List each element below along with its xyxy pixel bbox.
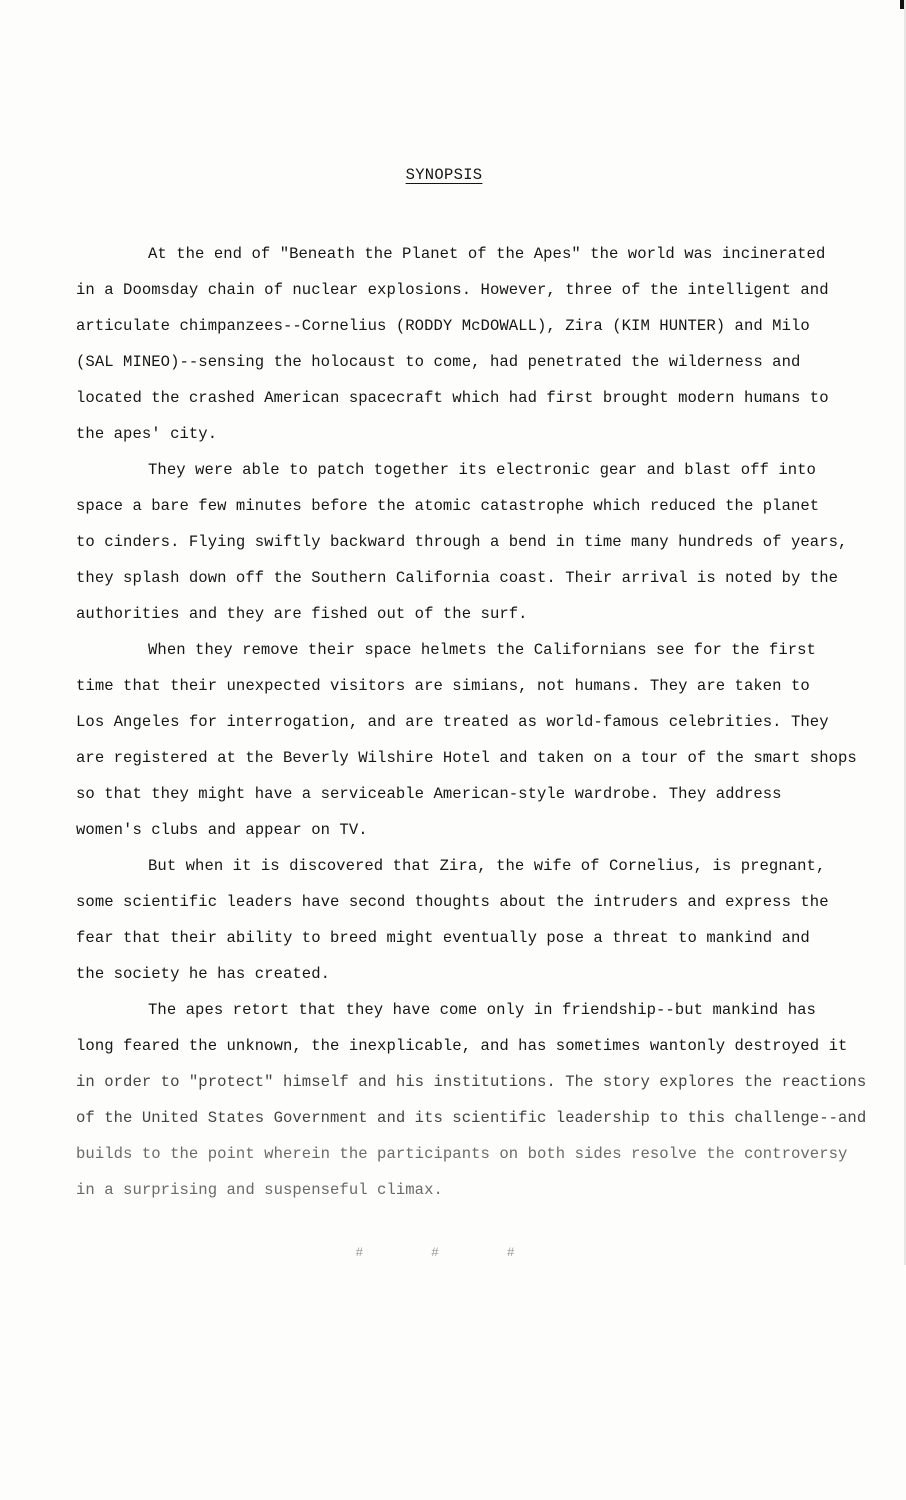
paragraph-5-line-5: builds to the point wherein the participants on both sides resolve the controversy: [76, 1145, 848, 1163]
paragraph-5-line-3: in order to "protect" himself and his institutions. The story explores the reactions: [76, 1073, 867, 1091]
paragraph-1-line-2: in a Doomsday chain of nuclear explosions. However, three of the intelligent and: [76, 281, 829, 299]
paragraph-3-line-3: Los Angeles for interrogation, and are treated as world-famous celebrities. They: [76, 713, 829, 731]
paragraph-2-line-5: authorities and they are fished out of the surf.: [76, 605, 528, 623]
paragraph-5-line-6: in a surprising and suspenseful climax.: [76, 1181, 443, 1199]
paragraph-5-line-4: of the United States Government and its scientific leadership to this challenge--and: [76, 1109, 867, 1127]
paragraph-1-line-1: At the end of "Beneath the Planet of the Apes" the world was incinerated: [148, 245, 826, 263]
paragraph-1-line-5: located the crashed American spacecraft which had first brought modern humans to: [76, 389, 829, 407]
paragraph-4-line-3: fear that their ability to breed might eventually pose a threat to mankind and: [76, 929, 810, 947]
paragraph-1-line-4: (SAL MINEO)--sensing the holocaust to come, had penetrated the wilderness and: [76, 353, 801, 371]
paragraph-1-line-3: articulate chimpanzees--Cornelius (RODDY McDOWALL), Zira (KIM HUNTER) and Milo: [76, 317, 810, 335]
title-text: SYNOPSIS: [405, 166, 483, 184]
paragraph-2-line-1: They were able to patch together its electronic gear and blast off into: [148, 461, 816, 479]
paragraph-3-line-1: When they remove their space helmets the Californians see for the first: [148, 641, 816, 659]
paragraph-4-line-4: the society he has created.: [76, 965, 331, 983]
paragraph-3-line-2: time that their unexpected visitors are simians, not humans. They are taken to: [76, 677, 810, 695]
paragraph-2-line-4: they splash down off the Southern California coast. Their arrival is noted by the: [76, 569, 839, 587]
paragraph-2-line-3: to cinders. Flying swiftly backward through a bend in time many hundreds of years,: [76, 533, 848, 551]
paragraph-1-line-6: the apes' city.: [76, 425, 218, 443]
paragraph-3-line-4: are registered at the Beverly Wilshire Hotel and taken on a tour of the smart shops: [76, 749, 857, 767]
paragraph-5-line-1: The apes retort that they have come only in friendship--but mankind has: [148, 1001, 816, 1019]
paragraph-3-line-5: so that they might have a serviceable American-style wardrobe. They address: [76, 785, 782, 803]
page-title: [0, 164, 888, 186]
paragraph-5-line-2: long feared the unknown, the inexplicable, and has sometimes wantonly destroyed it: [76, 1037, 848, 1055]
synopsis-body: [76, 236, 867, 1208]
paragraph-4-line-2: some scientific leaders have second thoughts about the intruders and express the: [76, 893, 829, 911]
end-marks: # # #: [355, 1245, 545, 1260]
paragraph-3-line-6: women's clubs and appear on TV.: [76, 821, 368, 839]
paragraph-2-line-2: space a bare few minutes before the atomic catastrophe which reduced the planet: [76, 497, 820, 515]
paragraph-4-line-1: But when it is discovered that Zira, the wife of Cornelius, is pregnant,: [148, 857, 826, 875]
